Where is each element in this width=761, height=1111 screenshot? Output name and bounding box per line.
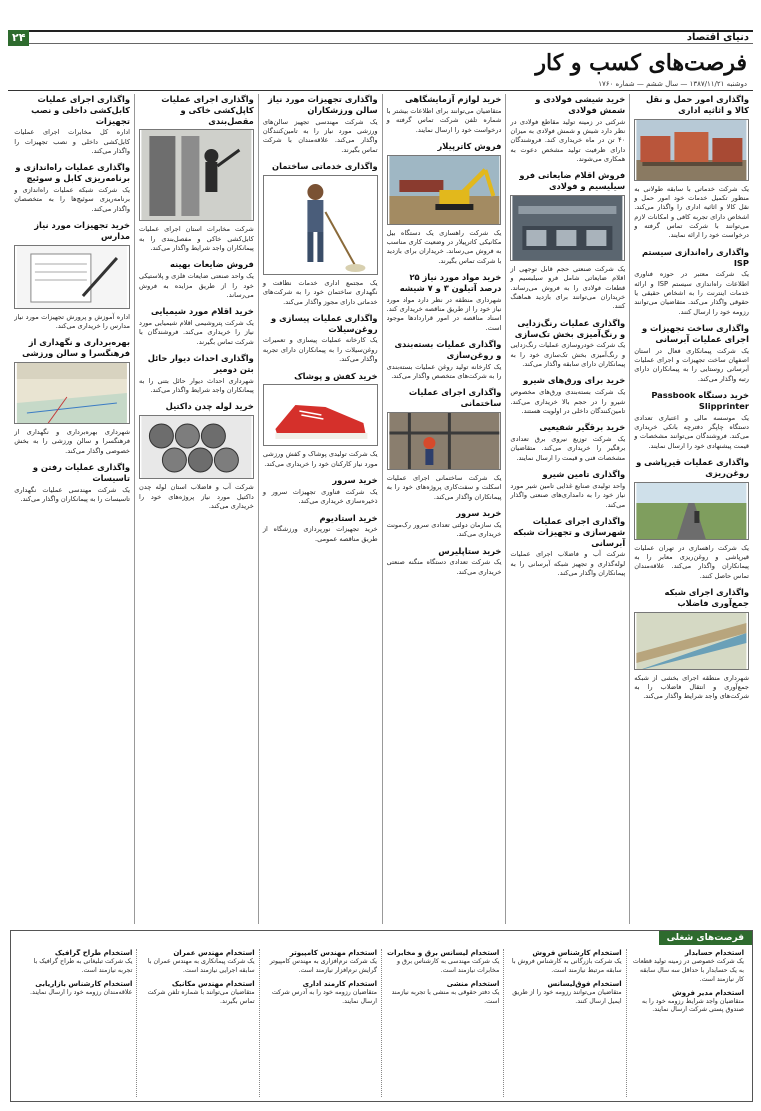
ad-item bbox=[387, 546, 502, 578]
ad-body: اداره کل مخابرات اجرای عملیات کابل‌کشی داخلی و نصب تجهیزات را واگذار می‌کند. bbox=[14, 128, 131, 156]
classified-title: استخدام لیسانس برق و مخابرات bbox=[387, 949, 500, 957]
ad-item bbox=[14, 462, 130, 504]
classified-body: متقاضیان می‌توانند رزومه خود را از طریق ایمیل ارسال کنند. bbox=[512, 988, 622, 1005]
ad-title: بهره‌برداری و نگهداری از فرهنگسرا و سالن ورزشی bbox=[22, 337, 131, 359]
ad-title: واگذاری راه‌اندازی سیستم ISP bbox=[642, 246, 749, 268]
ad-item bbox=[510, 94, 625, 164]
ad-title: واگذاری اجرای شبکه جمع‌آوری فاضلاب bbox=[664, 587, 749, 608]
ad-title: خرید دستگاه Passbook Slipprinter bbox=[651, 390, 749, 411]
photo-pipes bbox=[139, 415, 254, 479]
ad-title: خرید ستاپلیرس bbox=[438, 545, 502, 556]
ad-body: یک شرکت تولیدی پوشاک و کفش ورزشی مورد نیاز کارکنان خود را خریداری می‌کند. bbox=[262, 450, 378, 468]
ad-body: شرکت مخابرات استان اجرای عملیات کابل‌کشی خاکی و مفصل‌بندی را به پیمانکاران واجد شرایط واگذار می‌کند. bbox=[139, 225, 254, 253]
photo-factory bbox=[510, 195, 625, 261]
ad-body: یک شرکت مهندسی تجهیز سالن‌های ورزشی مورد نیاز را به تامین‌کنندگان واگذار می‌کند. علاقه‌مندان با شرکت تماس بگیرند. bbox=[262, 117, 378, 154]
ad-title: خرید استادیوم bbox=[319, 512, 378, 523]
classified-body: یک دفتر حقوقی به منشی با تجربه نیازمند است. bbox=[391, 988, 500, 1005]
ad-item bbox=[387, 141, 502, 266]
ad-title: واگذاری اجرای عملیات شهرسازی و تجهیزات شبکه آبرسانی bbox=[513, 515, 626, 548]
ad-item bbox=[139, 306, 254, 347]
classified-title: استخدام کارشناس بازاریابی bbox=[35, 979, 133, 988]
classified-title: استخدام فوق‌لیسانس bbox=[547, 979, 622, 988]
classified-title: استخدام حسابدار bbox=[684, 949, 744, 957]
ad-body: اداره آموزش و پرورش تجهیزات مورد نیاز مدارس را خریداری می‌کند. bbox=[14, 312, 131, 330]
ad-body: یک واحد صنعتی ضایعات فلزی و پلاستیکی خود را از طریق مزایده به فروش می‌رساند. bbox=[139, 272, 254, 299]
ad-title: خرید برقگیر شفیعیی bbox=[539, 422, 626, 433]
classified-column bbox=[626, 949, 748, 1097]
ad-body: یک سازمان دولتی تعدادی سرور رک‌مونت خریداری می‌کند. bbox=[386, 520, 502, 539]
classified-body: علاقه‌مندان رزومه خود را ارسال نمایند. bbox=[30, 988, 133, 996]
ad-title: فروش کاترپیلار bbox=[437, 140, 502, 151]
ad-body: یک شرکت فناوری تجهیزات سرور و ذخیره‌سازی خریداری می‌کند. bbox=[262, 487, 378, 506]
ad-title: خرید اقلام مورد شیمیایی bbox=[150, 306, 254, 317]
classified-title: استخدام مهندس مکانیک bbox=[171, 979, 255, 988]
ad-item bbox=[510, 375, 625, 416]
ad-item bbox=[634, 323, 749, 384]
classified-body: متقاضیان رزومه خود را به آدرس شرکت ارسال نمایند. bbox=[271, 988, 378, 1005]
ad-body: یک شرکت خودروسازی عملیات رنگ‌زدایی و رنگ‌آمیزی بخش تک‌سازی خود را به پیمانکاران دارای سابقه واگذار می‌کند. bbox=[510, 341, 626, 368]
ad-item bbox=[263, 513, 378, 545]
classified-item bbox=[631, 989, 744, 1016]
classified-item bbox=[264, 980, 377, 1007]
ad-body: یک موسسه مالی و اعتباری تعدادی دستگاه چاپگر دفترچه بانکی خریداری می‌کند. فروشندگان می‌توانند مشخصات و قیمت پیشنهادی خود را ارسال نمایند. bbox=[634, 413, 749, 450]
classified-title: استخدام مهندس کامپیوتر bbox=[289, 949, 378, 957]
classified-title: استخدام مهندس عمران bbox=[173, 949, 255, 957]
classified-column bbox=[136, 949, 258, 1097]
classified-item bbox=[386, 980, 499, 1007]
ad-item bbox=[634, 390, 749, 451]
ad-item bbox=[387, 508, 502, 540]
classified-item bbox=[386, 949, 499, 976]
ad-title: واگذاری خدماتی ساختمان bbox=[272, 161, 378, 171]
ad-body: شهرداری احداث دیوار حائل بتنی را به پیمانکاران واجد شرایط واگذار می‌کند. bbox=[139, 376, 254, 395]
classified-item bbox=[264, 949, 377, 976]
classified-body: یک شرکت تبلیغاتی به طراح گرافیک با تجربه نیازمند است. bbox=[33, 958, 133, 974]
ad-item bbox=[263, 94, 378, 155]
photo-gym bbox=[14, 362, 130, 424]
ad-body: یک شرکت بسته‌بندی ورق‌های مخصوص شیرو را در حجم بالا خریداری می‌کند. تامین‌کنندگان داخلی در اولویت هستند. bbox=[510, 388, 626, 415]
ad-body: یک شرکت پتروشیمی اقلام شیمیایی مورد نیاز را خریداری می‌کند. فروشندگان با شرکت تماس بگیرند. bbox=[139, 319, 254, 346]
classified-body: یک شرکت خصوصی در زمینه تولید قطعات به یک حسابدار با حداقل سه سال سابقه کار نیازمند است. bbox=[632, 958, 744, 983]
ad-body: شهرداری منطقه در نظر دارد مواد مورد نیاز خود را از طریق مناقصه خریداری کند. اسناد مناقصه در امور قراردادها موجود است. bbox=[386, 295, 502, 332]
classified-column bbox=[503, 949, 625, 1097]
classified-item bbox=[141, 949, 254, 976]
ad-title: واگذاری امور حمل و نقل کالا و اثاثیه اداری bbox=[646, 94, 749, 115]
ad-item bbox=[139, 259, 254, 300]
ad-item bbox=[263, 475, 378, 507]
ad-item bbox=[139, 94, 254, 253]
ad-item bbox=[510, 318, 625, 370]
brand-logo: دنیای اقتصاد bbox=[686, 32, 749, 43]
ad-item bbox=[510, 170, 625, 311]
header-rule bbox=[8, 90, 753, 91]
photo-worker bbox=[139, 129, 254, 221]
ad-body: یک شرکت پیمانکاری فعال در استان اصفهان ساخت تجهیزات و اجرای عملیات آبرسانی روستایی را به پیمانکاران دارای رتبه واگذار می‌کند. bbox=[634, 346, 749, 383]
classified-body: یک شرکت نرم‌افزاری به مهندس کامپیوتر گرایش نرم‌افزار نیازمند است. bbox=[269, 958, 378, 974]
ad-title: خرید مواد مورد نیاز ۲۵ درصد آتیلون ۳ و ۷ شیشه bbox=[399, 272, 502, 293]
photo-road bbox=[634, 482, 749, 540]
classified-body: متقاضیان می‌توانند با شماره تلفن شرکت تماس بگیرند. bbox=[147, 988, 255, 1005]
ad-item bbox=[634, 587, 749, 702]
classified-item bbox=[508, 980, 621, 1007]
ad-title: واگذاری عملیات پیسازی و روغن‌سیلات bbox=[271, 312, 378, 334]
ad-body: یک کارخانه تولید روغن عملیات بسته‌بندی را به شرکت‌های متخصص واگذار می‌کند. bbox=[386, 362, 502, 380]
ad-body: یک مجتمع اداری خدمات نظافت و نگهداری ساختمان خود را به شرکت‌های خدماتی دارای مجوز واگذار می‌کند. bbox=[262, 278, 378, 306]
classified-title: استخدام مدیر فروش bbox=[672, 988, 744, 997]
ad-body: یک شرکت مهندسی عملیات نگهداری تاسیسات را به پیمانکاران واگذار می‌کند. bbox=[14, 485, 131, 503]
ad-title: واگذاری احداث دیوار حائل بتن دومیر bbox=[147, 353, 254, 374]
ad-body: یک شرکت تعدادی دستگاه منگنه صنعتی خریداری می‌کند. bbox=[386, 558, 502, 576]
ad-column bbox=[629, 94, 753, 924]
ad-title: خرید کفش و پوشاک bbox=[294, 370, 378, 381]
ad-body: شهرداری بهره‌برداری و نگهداری از فرهنگسرا و سالن ورزشی را به بخش خصوصی واگذار می‌کند. bbox=[14, 427, 131, 455]
ad-body: شرکتی در زمینه تولید مقاطع فولادی در نظر دارد شیش و شمش فولادی به میزان ۴۰ تن در ماه خریداری کند. فروشندگان دارای ظرفیت تولید مشخص دعوت به همکاری می‌شوند. bbox=[510, 117, 626, 163]
ad-item bbox=[14, 162, 130, 214]
ad-title: واگذاری ساخت تجهیزات و اجرای عملیات آبرسانی bbox=[641, 323, 749, 344]
classified-item bbox=[19, 949, 132, 976]
ad-item bbox=[510, 469, 625, 510]
ad-title: واگذاری اجرای عملیات کاپل‌کشی خاکی و مقصل‌بندی bbox=[161, 94, 254, 126]
ad-item bbox=[387, 339, 502, 381]
classifieds-heading: فرصت‌های شغلی bbox=[659, 931, 752, 945]
photo-janitor bbox=[263, 175, 378, 275]
ad-body: یک شرکت ساختمانی اجرای عملیات اسکلت و سفت‌کاری پروژه‌های خود را به پیمانکاران واگذار می‌کند. bbox=[386, 473, 502, 501]
ad-item bbox=[387, 387, 502, 502]
classified-column bbox=[15, 949, 136, 1097]
classifieds-box bbox=[10, 930, 753, 1102]
ad-body: متقاضیان می‌توانند برای اطلاعات بیشتر با شماره تلفن شرکت تماس گرفته و درخواست خود را ارسال نمایند. bbox=[386, 106, 502, 134]
photo-pallets bbox=[634, 119, 749, 181]
photo-excavator bbox=[387, 155, 502, 225]
issue-line: دوشنبه ۱۳۸۷/۱۱/۲۱ — سال ششم — شماره ۱۷۶۰ bbox=[598, 80, 747, 88]
ad-column bbox=[505, 94, 629, 924]
ad-body: شهرداری منطقه اجرای بخشی از شبکه جمع‌آوری و انتقال فاضلاب را به شرکت‌های واجد شرایط واگذار می‌کند. bbox=[634, 673, 749, 701]
ad-body: یک شرکت راهسازی در تهران عملیات قیرپاشی و روغن‌ریزی معابر را به پیمانکاران واگذار می‌کند. علاقه‌مندان تماس حاصل کنند. bbox=[634, 543, 749, 580]
ad-title: خرید لوازم آزمایشگاهی bbox=[405, 94, 502, 104]
ad-item bbox=[510, 516, 625, 578]
ad-column bbox=[10, 94, 134, 924]
ad-body: خرید تجهیزات نورپردازی ورزشگاه از طریق مناقصه عمومی. bbox=[262, 525, 378, 543]
ad-title: واگذاری عملیات قیرپاشی و روغن‌ریزی bbox=[636, 457, 749, 478]
ad-item bbox=[387, 94, 502, 135]
ad-title: واگذاری عملیات رفتن و تاسیسات bbox=[32, 461, 131, 483]
ad-column bbox=[134, 94, 258, 924]
classifieds-grid bbox=[15, 949, 748, 1097]
classified-title: استخدام طراح گرافیک bbox=[54, 949, 133, 957]
photo-scaffold bbox=[387, 412, 502, 470]
ad-title: واگذاری اجرای عملیات کابل‌کشی داخلی و نصب تجهیزات bbox=[31, 94, 131, 126]
ad-body: یک شرکت خدماتی با سابقه طولانی به منظور تکمیل خدمات خود امور حمل و نقل کالا و اثاثیه اداری را واگذار می‌کند. اشخاص دارای تجربه کافی و امکانات لازم می‌توانند با شرکت تماس گرفته و درخواست خود را ارائه نمایند. bbox=[634, 184, 749, 240]
ad-body: شرکت آب و فاضلاب استان لوله چدن داکتیل مورد نیاز پروژه‌های خود را خریداری می‌کند. bbox=[139, 483, 254, 510]
photo-sneaker bbox=[263, 384, 378, 446]
ad-title: واگذاری عملیات راه‌اندازی و برنامه‌ریزی کابل و سوئیچ bbox=[15, 162, 131, 184]
page-number: ۲۴ bbox=[8, 30, 29, 46]
ad-column bbox=[382, 94, 506, 924]
ad-item bbox=[263, 313, 378, 365]
ad-title: فروش ضایعات بهینه bbox=[170, 259, 254, 270]
ad-title: خرید سرور bbox=[332, 475, 378, 485]
ad-title: خرید برای ورق‌های شیرو bbox=[523, 375, 626, 386]
ad-title: واگذاری اجرای عملیات ساختمانی bbox=[408, 387, 502, 409]
ad-item bbox=[14, 337, 130, 456]
classified-item bbox=[508, 949, 621, 976]
ad-item bbox=[634, 94, 749, 241]
ads-grid bbox=[10, 94, 753, 924]
ad-title: فروش اقلام ضایعاتی فرو سیلیسیم و فولادی bbox=[519, 170, 626, 192]
classified-item bbox=[19, 980, 132, 998]
classified-body: یک شرکت مهندسی به کارشناس برق و مخابرات نیازمند است. bbox=[396, 958, 500, 974]
classified-column bbox=[381, 949, 503, 1097]
masthead bbox=[8, 30, 753, 44]
photo-notebook bbox=[14, 245, 130, 309]
ad-body: شرکت آب و فاضلاب اجرای عملیات لوله‌گذاری و تجهیز شبکه آبرسانی را به پیمانکاران واگذار می‌کند. bbox=[510, 550, 626, 577]
ad-title: خرید سرور bbox=[456, 508, 502, 518]
ad-item bbox=[14, 94, 130, 156]
classified-title: استخدام کارمند اداری bbox=[302, 979, 378, 988]
photo-channel bbox=[634, 612, 749, 670]
ad-title: واگذاری عملیات رنگ‌زدایی و رنگ‌آمیزی بخش تک‌سازی bbox=[514, 317, 626, 339]
ad-title: واگذاری تامین شیرو bbox=[542, 469, 626, 480]
ad-item bbox=[387, 272, 502, 333]
ad-body: یک کارخانه عملیات پیسازی و تعمیرات روغن‌سیلات را به پیمانکاران دارای تجربه واگذار می‌کند. bbox=[262, 336, 378, 364]
ad-body: یک شرکت راهسازی یک دستگاه بیل مکانیکی کاترپیلار در وضعیت کاری مناسب به فروش می‌رساند. خریداران برای بازدید با شرکت تماس بگیرند. bbox=[386, 228, 502, 265]
ad-column bbox=[258, 94, 382, 924]
ad-item bbox=[263, 161, 378, 307]
ad-body: یک شرکت توزیع نیروی برق تعدادی برقگیر را خریداری می‌کند. متقاضیان مشخصات فنی و قیمت را ارسال نمایند. bbox=[510, 435, 626, 462]
ad-item bbox=[14, 220, 130, 331]
ad-item bbox=[139, 353, 254, 395]
ad-body: یک شرکت معتبر در حوزه فناوری اطلاعات راه‌اندازی سیستم ISP و ارائه خدمات اینترنت را به اشخاص حقیقی یا حقوقی واگذار می‌کند. متقاضیان می‌توانند رزومه خود را ارسال کنند. bbox=[634, 270, 749, 316]
classified-body: یک شرکت بازرگانی به کارشناس فروش با سابقه مرتبط نیازمند است. bbox=[511, 958, 622, 974]
classified-title: استخدام کارشناس فروش bbox=[532, 949, 622, 957]
ad-body: واحد تولیدی صنایع غذایی تامین شیر مورد نیاز خود را به دامداری‌های صنعتی واگذار می‌کند. bbox=[510, 481, 626, 509]
classified-title: استخدام منشی bbox=[446, 979, 500, 988]
classified-body: متقاضیان واجد شرایط رزومه خود را به صندوق پستی شرکت ارسال نمایند. bbox=[641, 997, 744, 1014]
ad-title: خرید لوله چدن داکتیل bbox=[165, 401, 254, 412]
ad-title: خرید تجهیزات مورد نیاز مدارس bbox=[34, 220, 131, 241]
ad-item bbox=[139, 401, 254, 511]
ad-title: واگذاری عملیات بسته‌بندی و روغن‌سازی bbox=[394, 339, 502, 360]
ad-item bbox=[634, 457, 749, 581]
ad-item bbox=[263, 371, 378, 470]
section-title: فرصت‌های کسب و کار bbox=[535, 50, 747, 76]
ad-body: یک شرکت صنعتی حجم قابل توجهی از اقلام ضایعاتی شامل فرو سیلیسیم و قطعات فولادی را به فروش می‌رساند. خریداران می‌توانند برای بازدید هماهنگ کنند. bbox=[510, 264, 626, 311]
ad-title: واگذاری تجهیزات مورد نیاز سالن ورزشکاران bbox=[268, 94, 378, 115]
classified-body: یک شرکت پیمانکاری به مهندس عمران با سابقه اجرایی نیازمند است. bbox=[147, 958, 255, 974]
ad-title: خرید شیشی فولادی و شمش فولادی bbox=[535, 94, 626, 115]
ad-item bbox=[510, 422, 625, 463]
classified-item bbox=[141, 980, 254, 1007]
classified-column bbox=[259, 949, 381, 1097]
ad-item bbox=[634, 247, 749, 317]
ad-body: یک شرکت شبکه عملیات راه‌اندازی و برنامه‌ریزی سوئیچ‌ها را به متخصصان واگذار می‌کند. bbox=[14, 185, 131, 213]
classified-item bbox=[631, 949, 744, 985]
